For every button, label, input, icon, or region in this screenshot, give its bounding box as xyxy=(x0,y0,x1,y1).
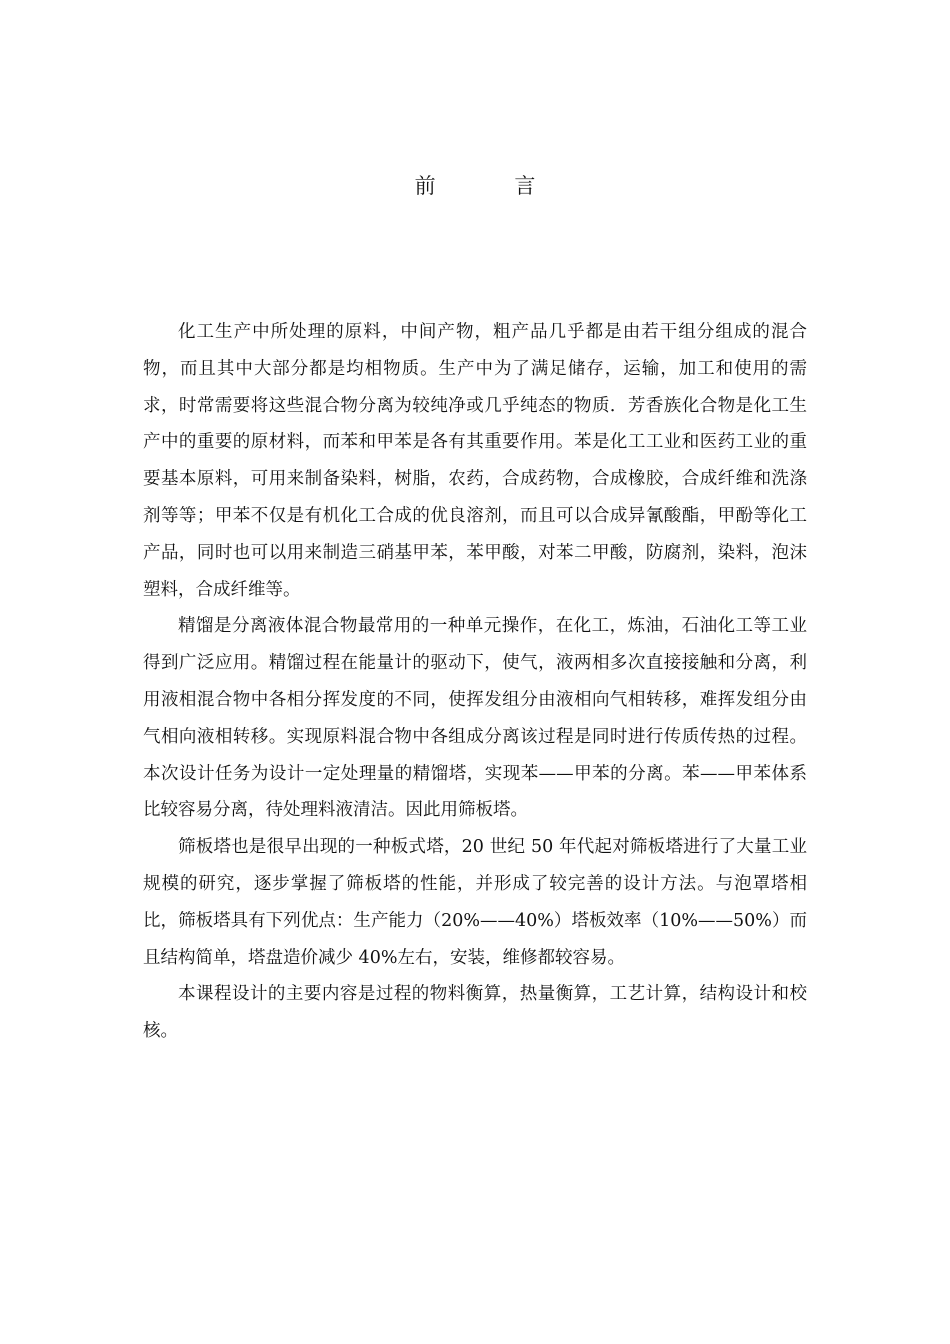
paragraph-4: 本课程设计的主要内容是过程的物料衡算，热量衡算，工艺计算，结构设计和校核。 xyxy=(143,984,807,1042)
paragraph-1: 化工生产中所处理的原料，中间产物，粗产品几乎都是由若干组分组成的混合物，而且其中大部分都是均相物质。生产中为了满足储存，运输，加工和使用的需求，时常需要将这些混合物分离为较纯净或几乎纯态的物质．芳香族化合物是化工生产中的重要的原材料，而苯和甲苯是各有其重要作用。苯是化工工业和医药工业的重要基本原料，可用来制备染料，树脂，农药，合成药物，合成橡胶，合成纤维和洗涤剂等等；甲苯不仅是有机化工合成的优良溶剂，而且可以合成异氰酸酯，甲酚等化工产品，同时也可以用来制造三硝基甲苯，苯甲酸，对苯二甲酸，防腐剂，染料，泡沫塑料，合成纤维等。 xyxy=(143,322,807,600)
page-title: 前 言 xyxy=(414,174,572,198)
paragraph-2: 精馏是分离液体混合物最常用的一种单元操作，在化工，炼油，石油化工等工业得到广泛应用。精馏过程在能量计的驱动下，使气，液两相多次直接接触和分离，利用液相混合物中各相分挥发度的不同，使挥发组分由液相向气相转移，难挥发组分由气相向液相转移。实现原料混合物中各组成分离该过程是同时进行传质传热的过程。本次设计任务为设计一定处理量的精馏塔，实现苯——甲苯的分离。苯——甲苯体系比较容易分离，待处理料液清洁。因此用筛板塔。 xyxy=(143,616,807,821)
body-text xyxy=(143,314,807,1050)
paragraph-3: 筛板塔也是很早出现的一种板式塔，20 世纪 50 年代起对筛板塔进行了大量工业规模的研究，逐步掌握了筛板塔的性能，并形成了较完善的设计方法。与泡罩塔相比，筛板塔具有下列优点：生产能力（20%——40%）塔板效率（10%——50%）而且结构简单，塔盘造价减少 40%左右，安装，维修都较容易。 xyxy=(143,837,807,968)
